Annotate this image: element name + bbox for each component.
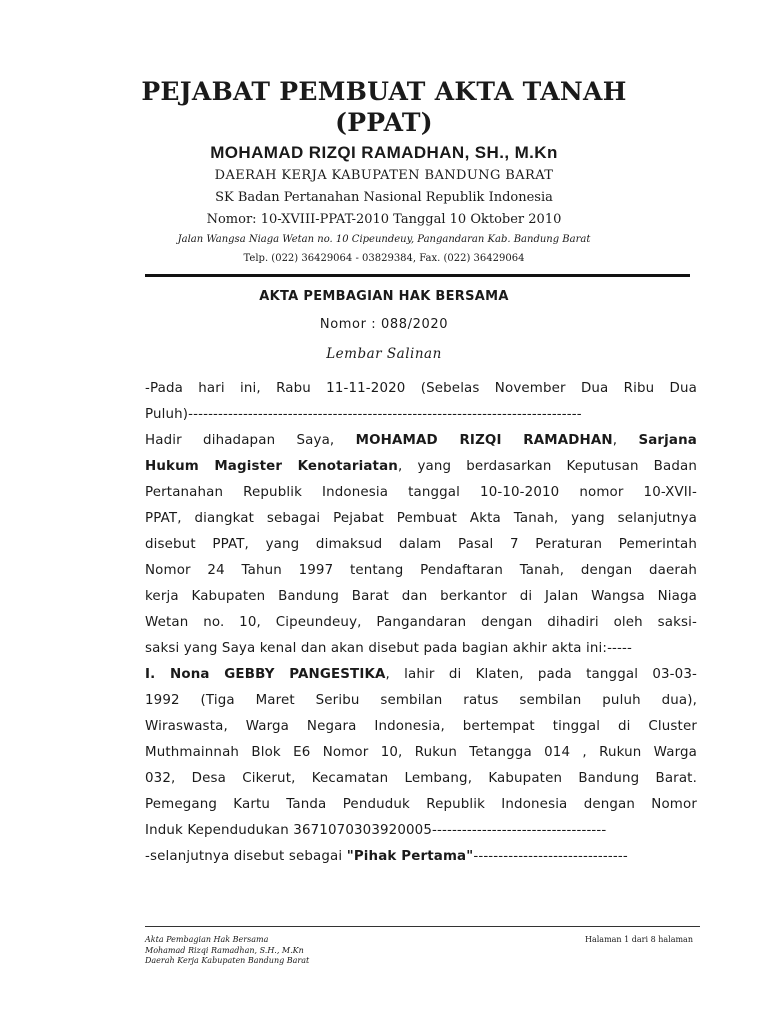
body-line-9: kerja Kabupaten Bandung Barat dan berkantor di Jalan Wangsa Niaga xyxy=(145,589,697,604)
degree-bold: Hukum Magister Kenotariatan xyxy=(145,459,398,474)
footer-divider xyxy=(145,926,700,927)
deed-title: AKTA PEMBAGIAN HAK BERSAMA xyxy=(259,289,509,304)
decree-authority: SK Badan Pertanahan Nasional Republik Indonesia xyxy=(215,190,553,205)
body-line-11: saksi yang Saya kenal dan akan disebut pada bagian akhir akta ini:----- xyxy=(145,641,632,656)
body-line-4 xyxy=(145,454,697,480)
copy-label: Lembar Salinan xyxy=(326,346,442,362)
body-line-18: Induk Kependudukan 3671070303920005----------------------------------- xyxy=(145,823,607,838)
body-line-19 xyxy=(145,844,697,870)
header-divider xyxy=(145,274,690,277)
office-address: Jalan Wangsa Niaga Wetan no. 10 Cipeundeuy, Pangandaran Kab. Bandung Barat xyxy=(177,234,591,245)
body-line-2: Puluh)------------------------------------------------------------------------------- xyxy=(145,407,582,422)
footer-official: Mohamad Rizqi Ramadhan, S.H., M.Kn xyxy=(145,945,304,955)
page-number: Halaman 1 dari 8 halaman xyxy=(585,935,693,944)
body-text: , yang berdasarkan Keputusan Badan xyxy=(397,459,697,474)
first-party-name: I. Nona GEBBY PANGESTIKA xyxy=(145,667,386,682)
first-party-label: "Pihak Pertama" xyxy=(346,849,474,864)
body-text: ------------------------------- xyxy=(473,849,628,864)
footer-deed-title: Akta Pembagian Hak Bersama xyxy=(145,935,269,944)
body-line-13: 1992 (Tiga Maret Seribu sembilan ratus sembilan puluh dua), xyxy=(145,693,697,708)
office-title-abbrev: (PPAT) xyxy=(335,108,433,137)
office-phone: Telp. (022) 36429064 - 03829384, Fax. (022) 36429064 xyxy=(243,253,525,264)
body-text: Hadir dihadapan Saya, xyxy=(145,433,356,448)
official-name-bold: MOHAMAD RIZQI RAMADHAN xyxy=(355,433,613,448)
deed-number: Nomor : 088/2020 xyxy=(319,317,449,332)
body-text: , xyxy=(612,433,639,448)
work-area: DAERAH KERJA KABUPATEN BANDUNG BARAT xyxy=(214,168,554,183)
body-line-8: Nomor 24 Tahun 1997 tentang Pendaftaran Tanah, dengan daerah xyxy=(145,563,697,578)
footer-info xyxy=(145,935,309,967)
degree-bold: Sarjana xyxy=(638,433,697,448)
body-line-1: -Pada hari ini, Rabu 11-11-2020 (Sebelas November Dua Ribu Dua xyxy=(145,381,697,396)
body-text: -selanjutnya disebut sebagai xyxy=(145,849,347,864)
body-line-6: PPAT, diangkat sebagai Pejabat Pembuat Akta Tanah, yang selanjutnya xyxy=(145,511,697,526)
body-line-7: disebut PPAT, yang dimaksud dalam Pasal 7 Peraturan Pemerintah xyxy=(145,537,697,552)
body-line-16: 032, Desa Cikerut, Kecamatan Lembang, Kabupaten Bandung Barat. xyxy=(145,771,697,786)
official-name: MOHAMAD RIZQI RAMADHAN, SH., M.Kn xyxy=(210,143,558,162)
body-line-12 xyxy=(145,662,697,688)
body-line-5: Pertanahan Republik Indonesia tanggal 10-10-2010 nomor 10-XVII- xyxy=(145,485,697,500)
decree-number: Nomor: 10-XVIII-PPAT-2010 Tanggal 10 Oktober 2010 xyxy=(206,212,562,227)
body-line-10: Wetan no. 10, Cipeundeuy, Pangandaran dengan dihadiri oleh saksi- xyxy=(145,615,697,630)
body-line-3 xyxy=(145,428,697,454)
footer-work-area: Daerah Kerja Kabupaten Bandung Barat xyxy=(145,956,310,965)
body-line-17: Pemegang Kartu Tanda Penduduk Republik Indonesia dengan Nomor xyxy=(145,797,697,812)
body-line-14: Wiraswasta, Warga Negara Indonesia, bertempat tinggal di Cluster xyxy=(145,719,697,734)
body-line-15: Muthmainnah Blok E6 Nomor 10, Rukun Tetangga 014 , Rukun Warga xyxy=(145,745,697,760)
office-title: PEJABAT PEMBUAT AKTA TANAH xyxy=(141,77,627,106)
body-text: , lahir di Klaten, pada tanggal 03-03- xyxy=(385,667,697,682)
